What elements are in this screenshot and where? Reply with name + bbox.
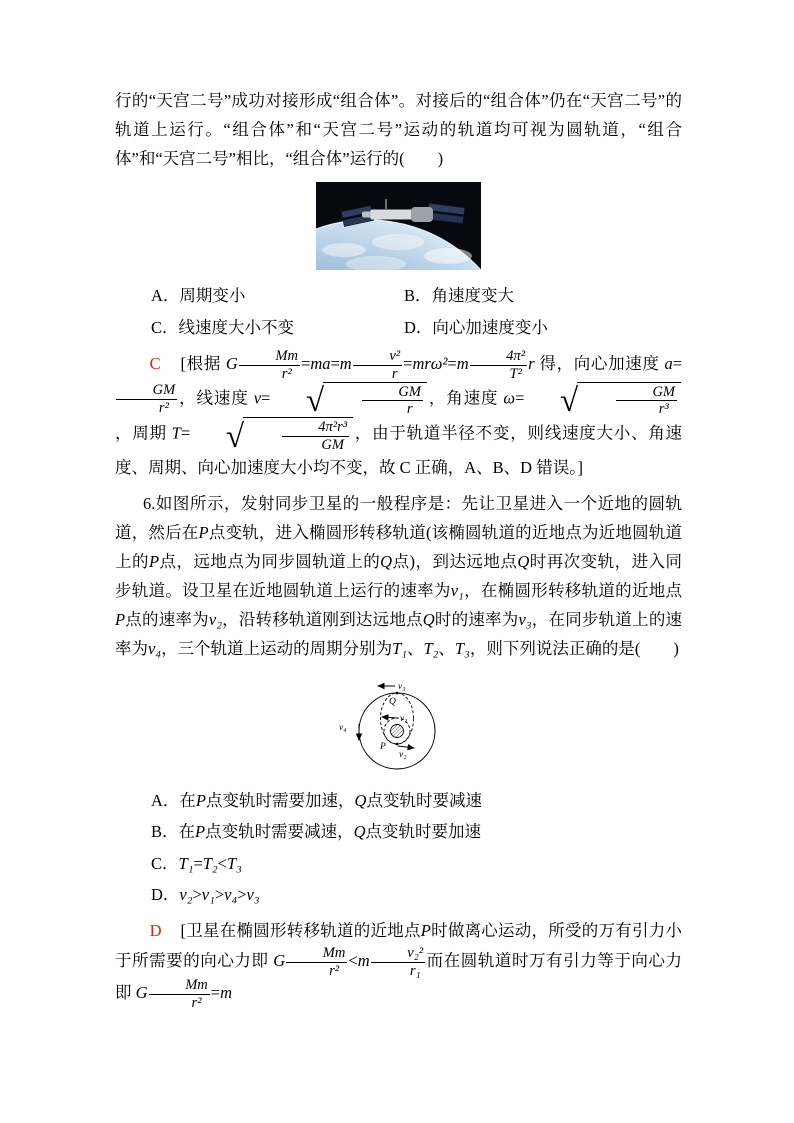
question5-option-a: A．周期变小 [151,286,246,305]
question6-stem: 6.如图所示，发射同步卫星的一般程序是：先让卫星进入一个近地的圆轨道，然后在P点变轨，进入椭圆形转移轨道(该椭圆轨道的近地点为近地圆轨道上的P点，远地点为同步圆轨道上的Q点)，到达远地点Q时再次变轨，进入同步轨道。设卫星在近地圆轨道上运行的速率为v₁，在椭圆形转移轨道的近地点P点的速率为v₂，沿转移轨道刚到达远地点Q时的速率为v₃，在同步轨道上的速率为v₄，三个轨道上运动的周期分别为T₁、T₂、T₃，则下列说法正确的是( ) [115,493,683,658]
question6-options [115,785,682,911]
question5-option-c: C．线速度大小不变 [151,318,295,337]
question5-answer: C [根据 G $\frac{Mm}{\text{r²}}$ =ma=m $\frac{\text{v²}}{r}$ =mrω²=m $\frac{\text{4π²}}{\text{T²}}$ r 得，向心加速度 a= $\frac{GM}{\text{r²}}$ ，线速度 v= √ $\frac{GM}{r}$ ，角速度 ω= √ $\frac{GM}{\text{r³}}$ ，周期 T= √ $\frac{\text{4π²r³}}{GM}$ ，由于轨道半径不变，则线速度大小、角速度、周期、向心加速度大小均不变，故 C 正确，A、B、D 错误。] [115,348,683,477]
v1-label: v₁ [399,713,408,724]
spacecraft-photo-graphic [316,182,481,270]
p-label: P [379,741,386,752]
earth-icon [390,724,403,737]
question5-stem: 行的“天宫二号”成功对接形成“组合体”。对接后的“组合体”仍在“天宫二号”的轨道上运行。“组合体”和“天宫二号”运动的轨道均可视为圆轨道，“组合体”和“天宫二号”相比，“组合体”运行的( ) [115,91,682,168]
question6-option-b: B．在P点变轨时需要减速，Q点变轨时要加速 [151,822,482,842]
question5-options [115,280,682,344]
v2-label: v₂ [398,749,407,760]
v3-label: v₃ [397,681,406,692]
point-q-dot [395,691,398,694]
orbit-diagram-graphic [331,673,467,777]
orbit-diagram [115,673,682,777]
v4-label: v₄ [338,722,347,733]
v2-arrow [398,746,414,748]
v1-arrow [382,717,397,718]
point-p-dot [395,742,398,745]
question6-answer: D [卫星在椭圆形转移轨道的近地点P时做离心运动，所受的万有引力小于所需要的向心力即 G $\frac{Mm}{\text{r²}}$ <m $\frac{\text{v₂²}}{\text{r₁}}$ 而在圆轨道时万有引力等于向心力即 G $\frac{Mm}{\text{r²}}$ =m [115,920,683,1012]
question6-option-c: C．T₁=T₂<T₃ [151,853,242,873]
question6-option-a: A．在P点变轨时需要加速，Q点变轨时要减速 [151,790,482,810]
spacecraft-photo [115,182,682,270]
question6-option-d: D．v₂>v₁>v₄>v₃ [151,885,260,905]
question5-option-b: B．角速度变大 [404,286,515,305]
question5-option-d: D．向心加速度变小 [404,318,548,337]
q-label: Q [388,696,396,707]
